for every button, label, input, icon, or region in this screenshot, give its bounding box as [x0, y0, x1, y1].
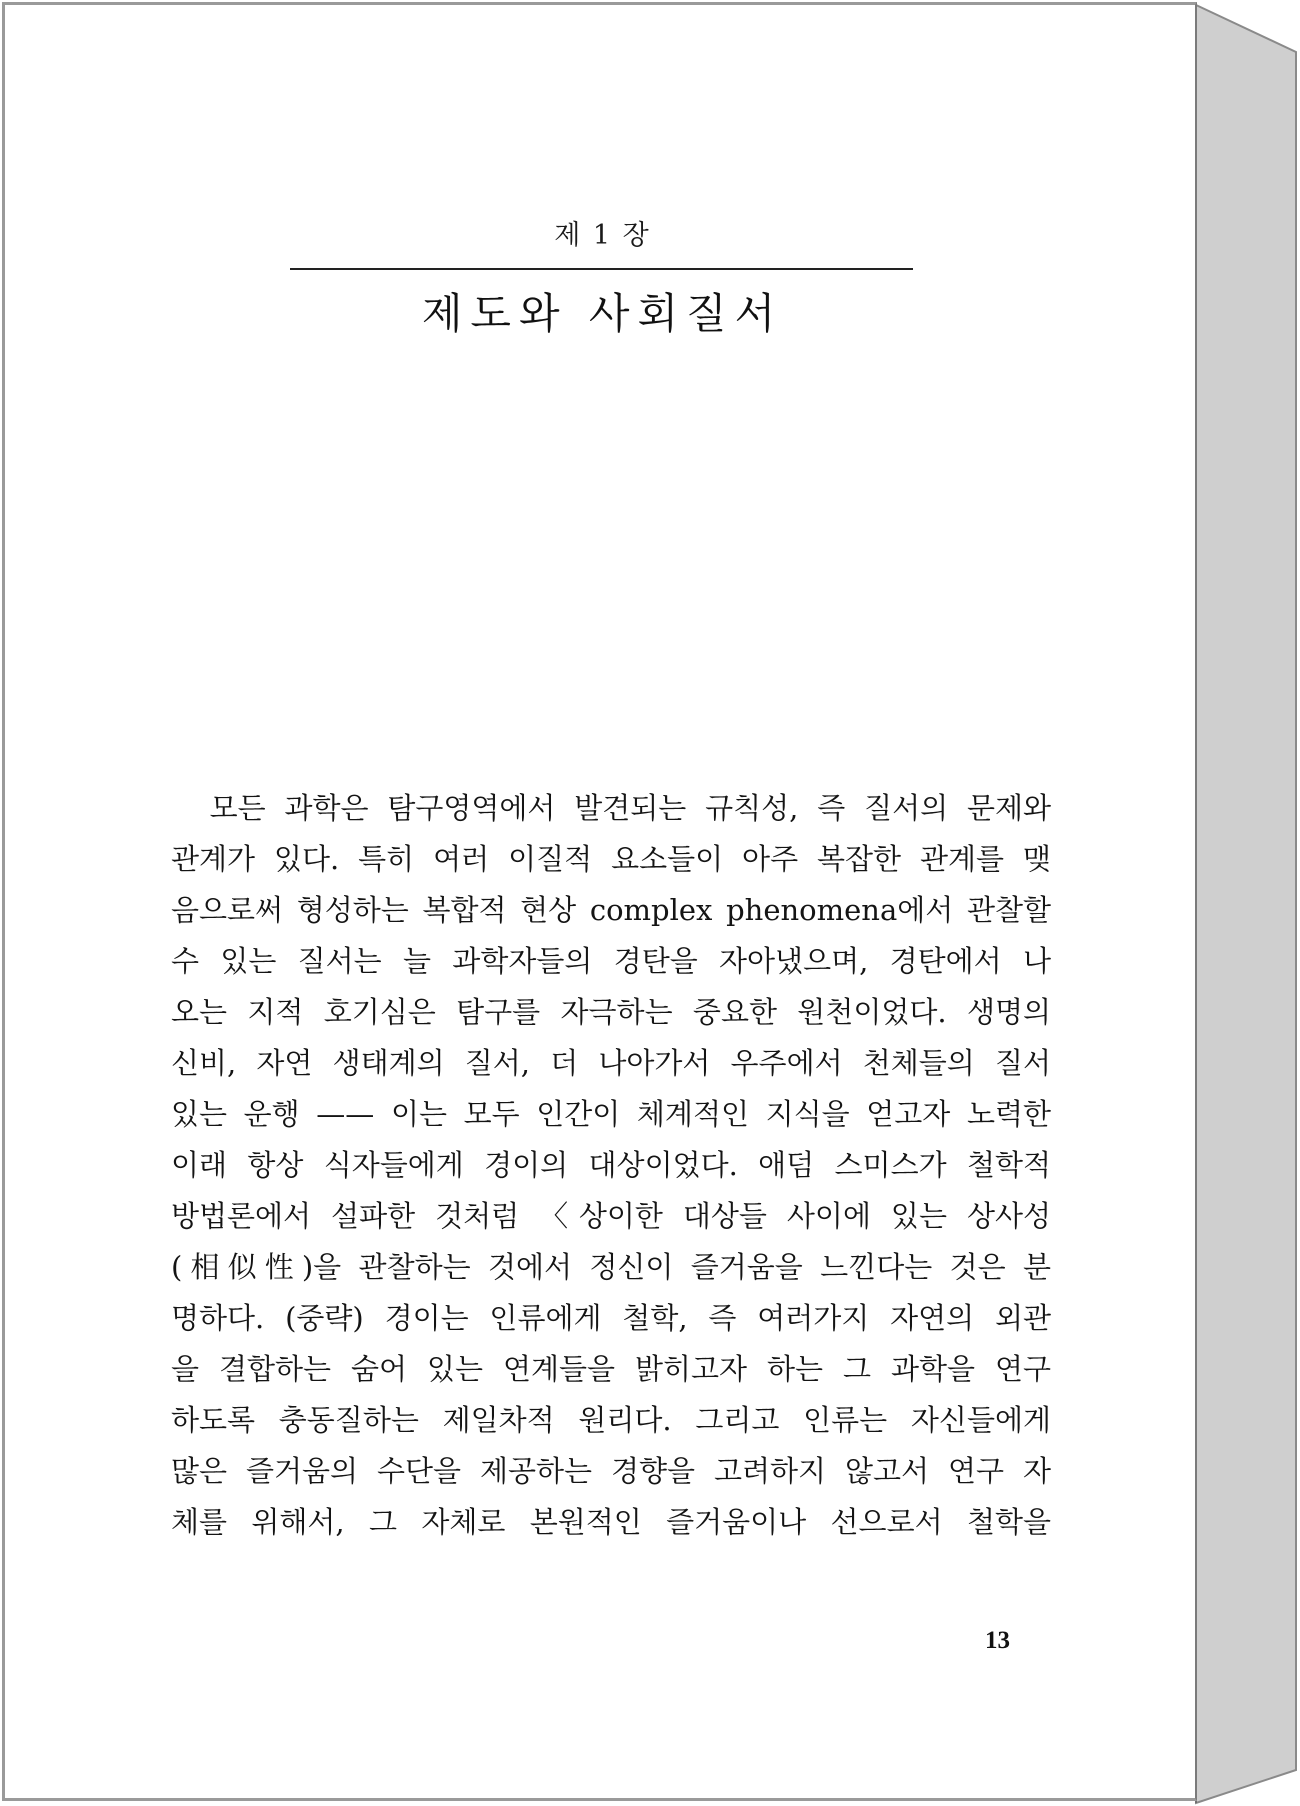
body-line: 관계가 있다. 특히 여러 이질적 요소들이 아주 복잡한 관계를 맺 [171, 842, 1051, 876]
body-line: 이래 항상 식자들에게 경이의 대상이었다. 애덤 스미스가 철학적 [171, 1148, 1051, 1182]
body-line: 음으로써 형성하는 복합적 현상 complex phenomena에서 관찰할 [171, 893, 1051, 927]
body-line: 을 결합하는 숨어 있는 연계들을 밝히고자 하는 그 과학을 연구 [171, 1352, 1051, 1386]
body-line: 수 있는 질서는 늘 과학자들의 경탄을 자아냈으며, 경탄에서 나 [171, 944, 1051, 978]
body-paragraph [171, 783, 1051, 1548]
body-line: 오는 지적 호기심은 탐구를 자극하는 중요한 원천이었다. 생명의 [171, 995, 1051, 1029]
book-edge-face [1196, 5, 1296, 1803]
body-line: 명하다. (중략) 경이는 인류에게 철학, 즉 여러가지 자연의 외관 [171, 1301, 1051, 1335]
body-line: 체를 위해서, 그 자체로 본원적인 즐거움이나 선으로서 철학을 [171, 1505, 1051, 1539]
body-line: 많은 즐거움의 수단을 제공하는 경향을 고려하지 않고서 연구 자 [171, 1454, 1051, 1488]
chapter-title: 제도와 사회질서 [421, 289, 784, 338]
body-line: 하도록 충동질하는 제일차적 원리다. 그리고 인류는 자신들에게 [171, 1403, 1051, 1437]
body-line: 모든 과학은 탐구영역에서 발견되는 규칙성, 즉 질서의 문제와 [171, 791, 1051, 825]
body-line: 방법론에서 설파한 것처럼 〈상이한 대상들 사이에 있는 상사성 [171, 1199, 1051, 1233]
page-number: 13 [985, 1627, 1010, 1654]
body-line: (相似性)을 관찰하는 것에서 정신이 즐거움을 느낀다는 것은 분 [171, 1250, 1051, 1284]
chapter-label: 제 1 장 [554, 220, 651, 251]
body-line: 있는 운행 —— 이는 모두 인간이 체계적인 지식을 얻고자 노력한 [171, 1097, 1051, 1131]
body-line: 신비, 자연 생태계의 질서, 더 나아가서 우주에서 천체들의 질서 [171, 1046, 1051, 1080]
chapter-divider [290, 268, 913, 270]
book-page [2, 2, 1197, 1801]
